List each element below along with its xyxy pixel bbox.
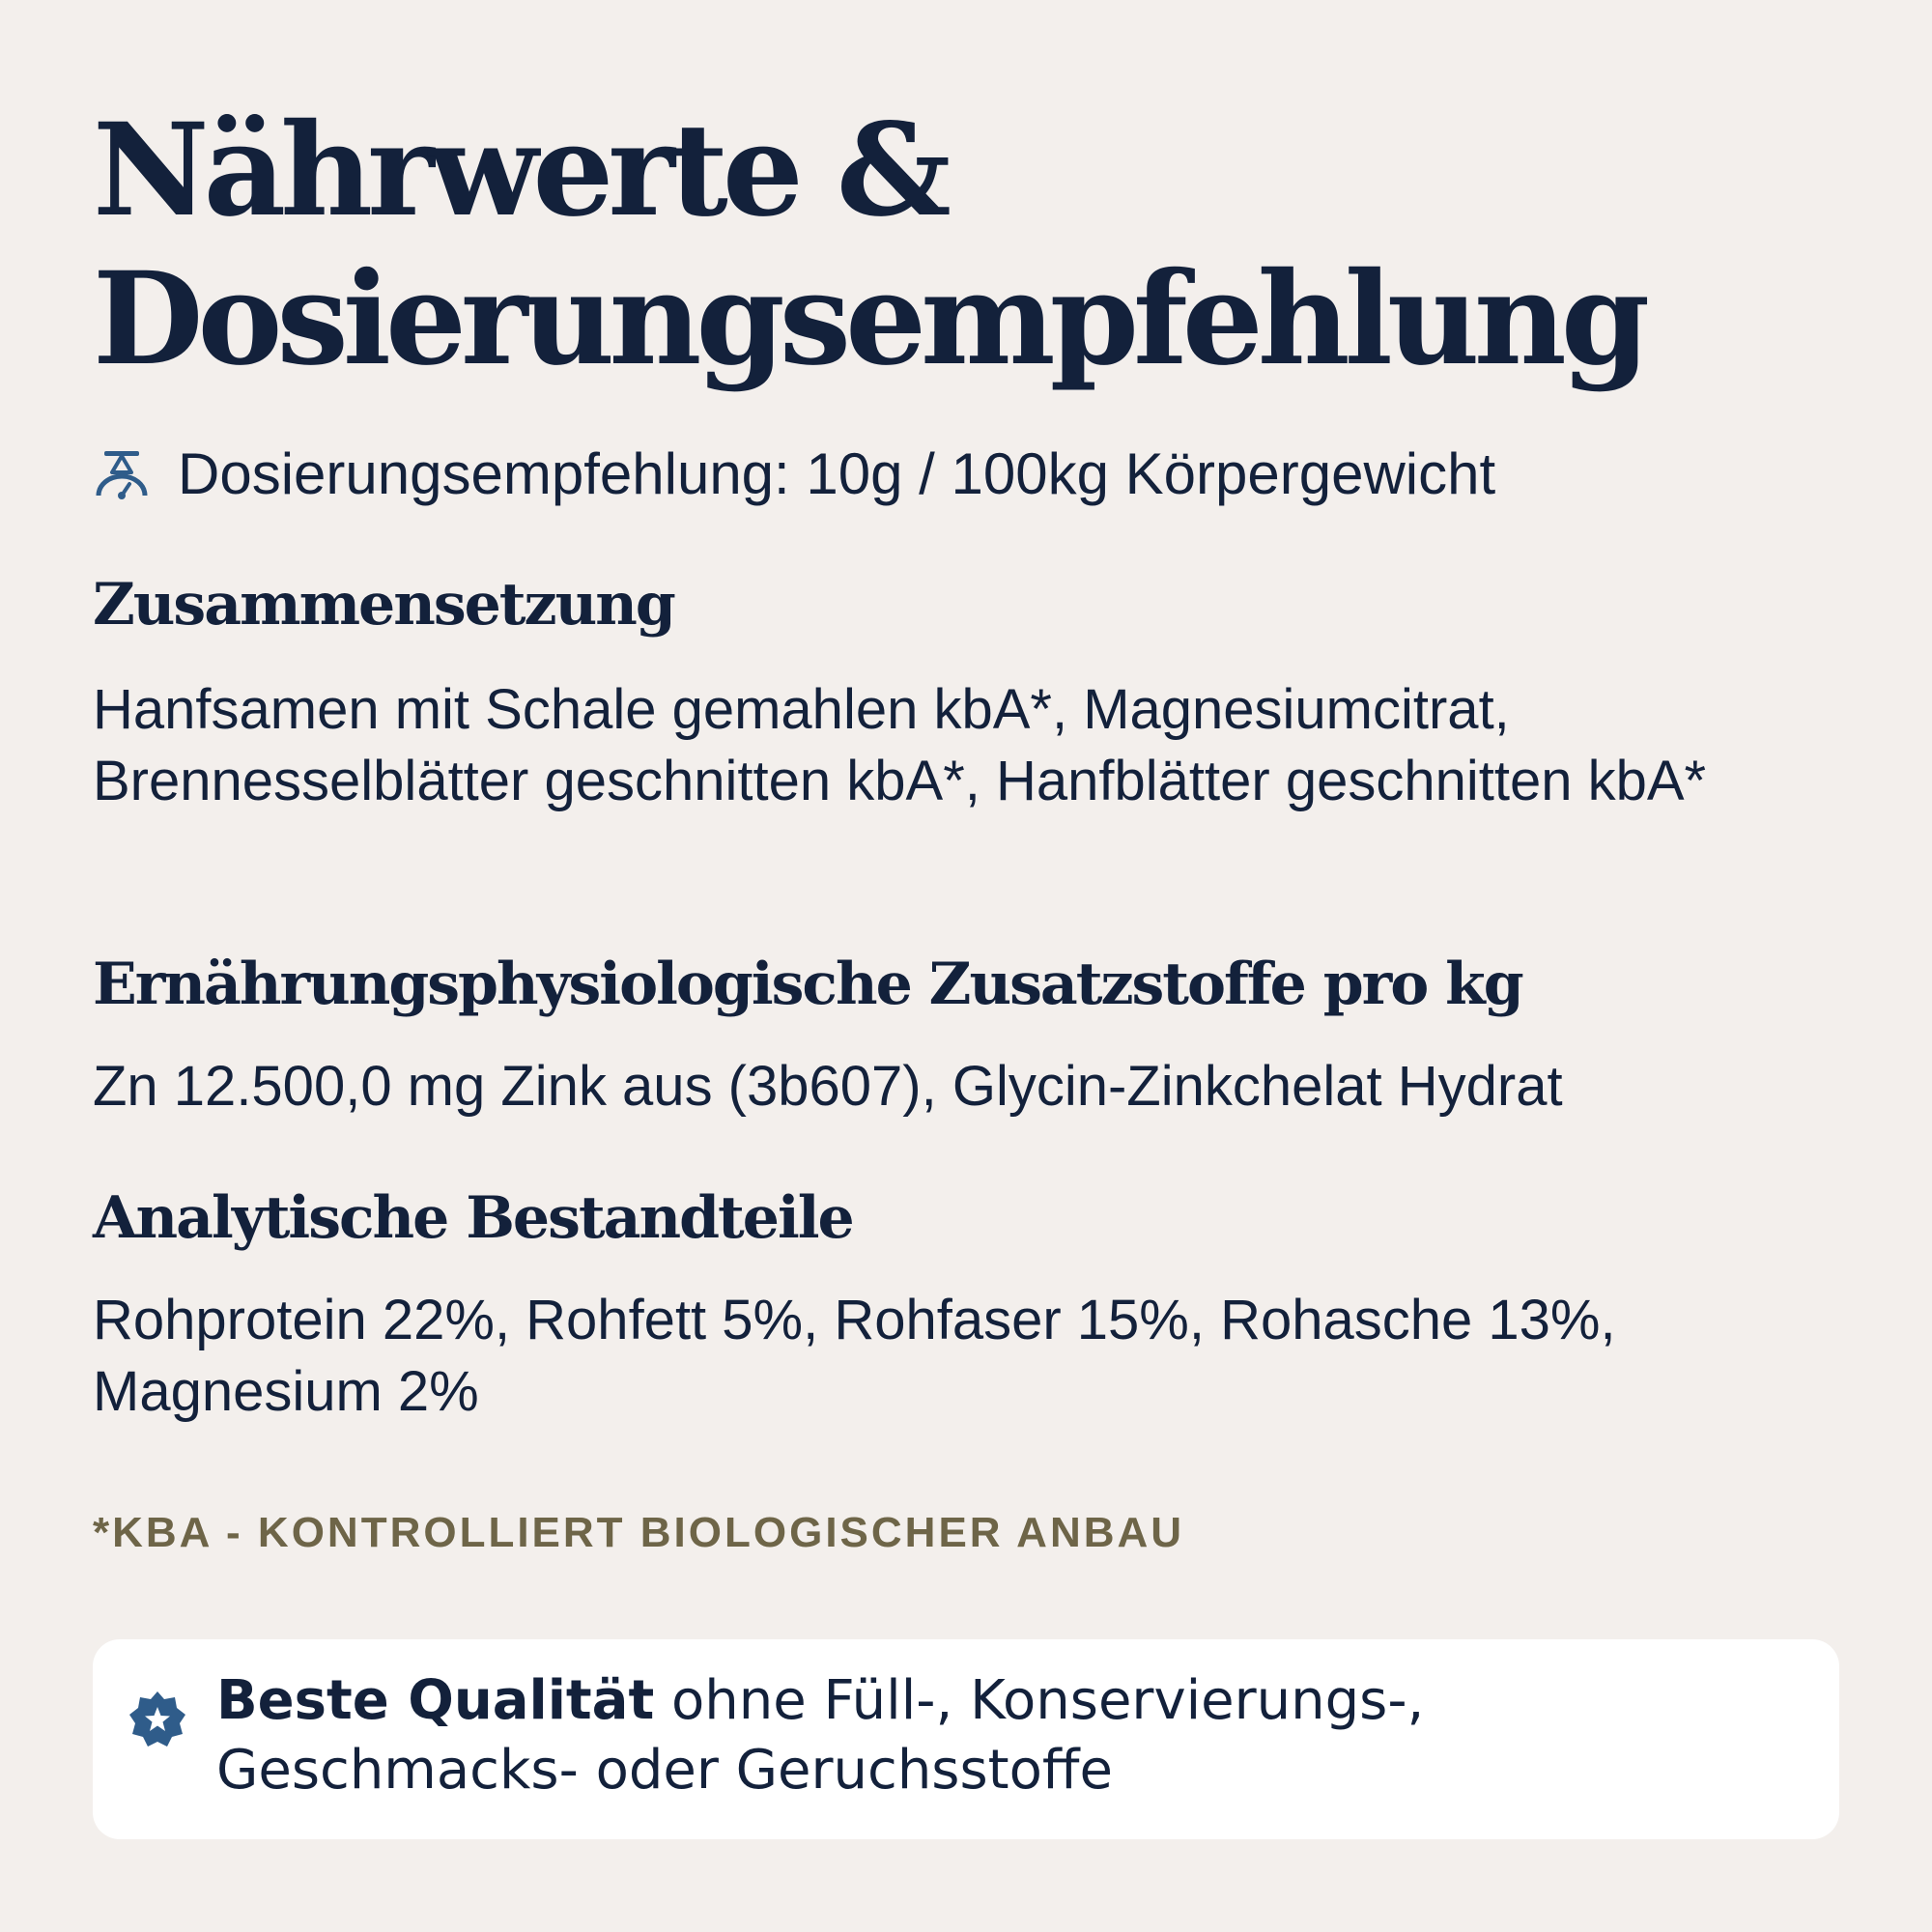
quality-box [93, 1639, 1839, 1839]
scale-icon [93, 445, 151, 503]
section-body-additives: Zn 12.500,0 mg Zink aus (3b607), Glycin-Zinkchelat Hydrat [93, 1055, 1563, 1118]
star-badge-icon [128, 1690, 187, 1749]
section-body-composition: Hanfsamen mit Schale gemahlen kbA*, Magnesiumcitrat, Brennesselblätter geschnitten kbA*, Hanfblätter geschnitten kbA* [93, 678, 1707, 812]
section-heading-additives: Ernährungsphysiologische Zusatzstoffe pro kg [93, 951, 1522, 1018]
title-line-2: Dosierungsempfehlung [93, 244, 1645, 394]
page-title [93, 97, 1644, 394]
section-heading-composition: Zusammensetzung [93, 571, 674, 639]
title-line-1: Nährwerte & [93, 96, 946, 245]
dosage-recommendation [93, 440, 1495, 509]
footnote: *KBA - KONTROLLIERT BIOLOGISCHER ANBAU [93, 1509, 1185, 1556]
quality-rest: ohne Füll-, Konservierungs-, Geschmacks- oder Geruchsstoffe [216, 1669, 1425, 1802]
quality-bold: Beste Qualität [216, 1669, 655, 1732]
quality-text [216, 1666, 1781, 1805]
section-body-analytical: Rohprotein 22%, Rohfett 5%, Rohfaser 15%, Rohasche 13%, Magnesium 2% [93, 1289, 1616, 1423]
dosage-text: Dosierungsempfehlung: 10g / 100kg Körpergewicht [178, 441, 1496, 506]
section-heading-analytical: Analytische Bestandteile [93, 1184, 853, 1252]
